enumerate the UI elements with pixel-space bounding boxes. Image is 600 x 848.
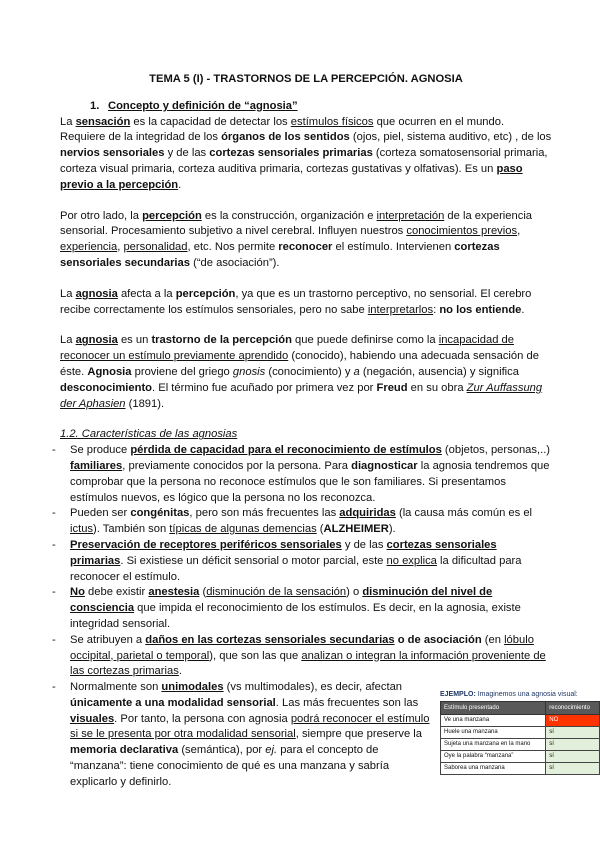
emphasized-text: Zur Auffassung der Aphasien — [60, 381, 543, 410]
example-title — [440, 690, 600, 699]
stimulus-cell: Huele una manzana — [441, 727, 546, 739]
text-run: proviene del griego — [131, 365, 233, 378]
example-table-box — [440, 690, 600, 775]
text-run: La — [60, 115, 76, 128]
text-run: . — [178, 178, 182, 191]
text-run: ), que son las que — [209, 649, 302, 662]
emphasized-text: estímulos físicos — [290, 115, 374, 128]
emphasized-text: cortezas sensoriales secundarias — [60, 241, 500, 269]
emphasized-text: a — [353, 365, 360, 378]
text-run: ( — [316, 523, 324, 536]
text-run: , etc. Nos permite — [187, 241, 279, 254]
emphasized-text: Preservación de receptores periféricos sensoriales — [70, 538, 342, 551]
emphasized-text: disminución de la sensación — [206, 586, 347, 599]
emphasized-text: diagnosticar — [351, 459, 418, 472]
emphasized-text: ALZHEIMER — [323, 523, 389, 536]
emphasized-text: interpretarlos — [367, 303, 434, 316]
paragraph — [60, 333, 552, 412]
table-header: Estímulo presentado — [441, 702, 546, 715]
table-row — [441, 727, 600, 739]
emphasized-text: cortezas sensoriales primarias — [70, 538, 497, 567]
stimulus-cell: Saborea una manzana — [441, 763, 546, 775]
section-number: 1. — [90, 99, 100, 112]
text-run: Se produce — [70, 444, 131, 457]
table-row — [441, 715, 600, 727]
emphasized-text: anestesia — [148, 586, 200, 599]
text-run: el estímulo. Intervienen — [332, 241, 455, 254]
text-run: (vs multimodales), es decir, afectan — [223, 681, 403, 694]
text-run: , — [117, 241, 124, 254]
emphasized-text: conocimientos previos — [406, 225, 518, 238]
emphasized-text: sensación — [75, 115, 131, 128]
text-run: Normalmente son — [70, 681, 162, 694]
table-row — [441, 739, 600, 751]
emphasized-text: cortezas sensoriales primarias — [209, 147, 373, 160]
document-title: TEMA 5 (I) - TRASTORNOS DE LA PERCEPCIÓN. AGNOSIA — [149, 73, 463, 85]
emphasized-text: no los entiende — [439, 303, 522, 316]
emphasized-text: reconocer — [278, 241, 333, 254]
emphasized-text: familiares — [70, 459, 123, 472]
text-run: . — [178, 665, 182, 678]
emphasized-text: agnosia — [75, 287, 118, 300]
text-run: (1891). — [125, 397, 165, 410]
text-run: (la causa más común es el — [395, 507, 533, 520]
emphasized-text: No — [70, 586, 85, 599]
text-run: es la construcción, organización e — [201, 209, 377, 222]
text-run: . Las más frecuentes son las — [275, 696, 419, 709]
recognition-cell: sí — [546, 763, 600, 775]
emphasized-text: personalidad — [123, 241, 188, 254]
text-run: la agnosia tendremos que comprobar que la persona no reconoce estímulos que le son familiares. Si presentamos estímulos nuevos, es lógico que la persona no los reconozca. — [70, 459, 550, 504]
text-run: Pueden ser — [70, 507, 131, 520]
list-item — [52, 585, 552, 632]
section-heading-1 — [90, 99, 552, 115]
emphasized-text: daños en las cortezas sensoriales secundarias — [145, 633, 395, 646]
emphasized-text: lóbulo occipital, parietal o temporal — [70, 633, 534, 662]
text-run: (negación, ausencia) y significa — [359, 365, 519, 378]
text-run: . El término fue acuñado por primera vez por — [152, 381, 377, 394]
emphasized-text: o de asociación — [394, 633, 482, 646]
subsection-heading: 1.2. Características de las agnosias — [60, 428, 238, 441]
stimulus-cell: Oye la palabra “manzana” — [441, 751, 546, 763]
table-row — [441, 751, 600, 763]
text-run: la dificultad para reconocer el estímulo. — [70, 554, 522, 583]
table-header: reconocimiento — [546, 702, 600, 715]
list-item — [52, 443, 552, 506]
emphasized-text: percepción — [175, 287, 236, 300]
emphasized-text: únicamente a una modalidad sensorial — [70, 696, 276, 709]
example-table — [440, 701, 600, 775]
characteristics-list — [60, 443, 590, 791]
text-run: (objetos, personas,..) — [441, 444, 551, 457]
list-item — [52, 633, 552, 680]
emphasized-text: nervios sensoriales — [60, 147, 165, 160]
emphasized-text: adquiridas — [339, 507, 396, 520]
list-item — [52, 680, 590, 791]
emphasized-text: desconocimiento — [60, 381, 153, 394]
text-run: de la experiencia sensorial. Procesamiento subjetivo a nivel cerebral. Influyen nuestros — [60, 209, 533, 238]
text-run: , previamente conocidos por la persona. Para — [122, 459, 352, 472]
paragraph — [60, 209, 552, 272]
text-run: y de las — [341, 538, 387, 551]
emphasized-text: visuales — [70, 712, 115, 725]
text-run: , pero son más frecuentes las — [189, 507, 340, 520]
stimulus-cell: Ve una manzana — [441, 715, 546, 727]
document-page — [60, 72, 590, 791]
recognition-cell: sí — [546, 727, 600, 739]
text-run: (conocimiento) y — [265, 365, 354, 378]
emphasized-text: ej. — [265, 744, 278, 757]
section-title: Concepto y definición de “agnosia” — [108, 99, 298, 112]
emphasized-text: agnosia — [75, 334, 118, 347]
text-run: . — [521, 303, 525, 316]
emphasized-text: congénitas — [130, 507, 190, 520]
recognition-cell: sí — [546, 739, 600, 751]
text-run: (semántica), por — [178, 744, 266, 757]
text-run: (ojos, piel, sistema auditivo, etc) , de los — [349, 131, 552, 144]
emphasized-text: órganos de los sentidos — [221, 131, 350, 144]
emphasized-text: memoria declarativa — [70, 744, 179, 757]
text-run: La — [60, 334, 76, 347]
text-run: (corteza somatosensorial primaria, corteza visual primaria, corteza auditiva primaria, cortezas gustativas y olfativas). Es un — [60, 147, 548, 175]
emphasized-text: interpretación — [376, 209, 445, 222]
emphasized-text: trastorno de la percepción — [151, 334, 292, 347]
text-run: es un — [117, 334, 152, 347]
table-row — [441, 763, 600, 775]
text-run: . Si existiese un déficit sensorial o motor parcial, este — [120, 554, 387, 567]
text-run: que impida el reconocimiento de los estímulos. Es decir, en la agnosia, existe integridad sensorial. — [70, 602, 521, 630]
text-run: ). También son — [93, 523, 170, 536]
emphasized-text: disminución del nivel de consciencia — [70, 586, 493, 615]
emphasized-text: ictus — [70, 523, 94, 536]
text-run: que ocurren en el mundo. Requiere de la integridad de los — [60, 115, 505, 144]
text-run: es la capacidad de detectar los — [130, 115, 291, 128]
text-run: La — [60, 287, 76, 300]
emphasized-text: típicas de algunas demencias — [169, 523, 317, 536]
text-run: Se atribuyen a — [70, 633, 146, 646]
text-run: , — [517, 225, 521, 238]
text-run: , ya que es un trastorno perceptivo, no sensorial. El cerebro recibe correctamente los estímulos sensoriales, pero no sabe — [60, 287, 532, 316]
section-body — [60, 115, 552, 413]
emphasized-text: unimodales — [161, 681, 224, 694]
text-run: . Por tanto, la persona con agnosia — [114, 712, 291, 725]
emphasized-text: paso previo a la percepción — [60, 162, 523, 191]
list-item — [52, 538, 552, 585]
text-run: que puede definirse como la — [291, 334, 439, 347]
text-run: afecta a la — [117, 287, 176, 300]
text-run: debe existir — [84, 586, 149, 599]
emphasized-text: incapacidad de reconocer un estímulo previamente aprendido — [60, 334, 514, 363]
emphasized-text: percepción — [142, 209, 202, 222]
text-run: y de las — [164, 147, 210, 160]
text-run: : — [433, 303, 440, 316]
example-caption: Imaginemos una agnosia visual: — [477, 691, 578, 699]
text-run: ) o — [346, 586, 363, 599]
text-run: (“de asociación”). — [189, 256, 280, 269]
recognition-cell: NO — [546, 715, 600, 727]
emphasized-text: experiencia — [60, 241, 118, 254]
text-run: en su obra — [407, 381, 467, 394]
emphasized-text: Agnosia — [87, 365, 132, 378]
emphasized-text: pérdida de capacidad para el reconocimiento de estímulos — [130, 444, 442, 457]
text-run: Por otro lado, la — [60, 209, 143, 222]
text-run: , siempre que preserve la — [295, 728, 422, 741]
example-label: EJEMPLO: — [440, 691, 478, 699]
emphasized-text: Freud — [376, 381, 408, 394]
text-run: ). — [388, 523, 396, 536]
emphasized-text: gnosis — [232, 365, 266, 378]
paragraph — [60, 115, 552, 194]
paragraph — [60, 287, 552, 319]
text-run: para el concepto de “manzana”: tiene conocimiento de qué es una manzana y sabría explicarlo y definirlo. — [70, 744, 390, 788]
emphasized-text: no explica — [386, 554, 437, 567]
emphasized-text: podrá reconocer el estímulo si se le presenta por otra modalidad sensorial — [70, 712, 430, 741]
text-run: (en — [481, 633, 505, 646]
emphasized-text: analizan o integran la información proveniente de las cortezas primarias — [70, 649, 546, 678]
list-item — [52, 506, 552, 538]
text-run: (conocido), habiendo una adecuada sensación de éste. — [60, 350, 539, 378]
stimulus-cell: Sujeta una manzana en la mano — [441, 739, 546, 751]
text-run: ( — [199, 586, 207, 599]
recognition-cell: sí — [546, 751, 600, 763]
